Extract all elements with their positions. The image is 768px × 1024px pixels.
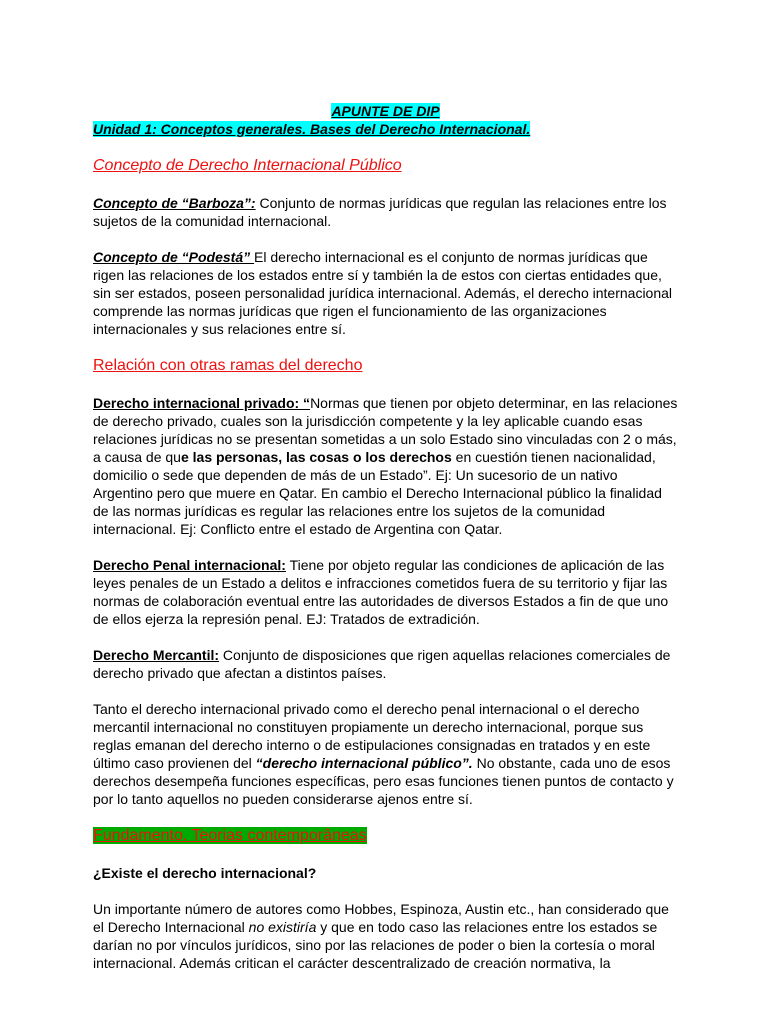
privado-text-2: en cuestión tienen nacionalidad, domicilio o sede que dependen de más de un Estado”. Ej: Un sucesorio de un nativo Argentino pero que muere en Qatar. En cambio el Derecho Internacional público la finalidad de las normas jurídicas es regular las relaciones entre los sujetos de la comunidad internacional. Ej: Conflicto entre el estado de Argentina con Qatar. <box>93 449 662 537</box>
barboza-text: Conjunto de normas jurídicas que regulan las relaciones entre los sujetos de la comunidad internacional. <box>93 195 667 229</box>
paragraph-penal <box>93 556 678 628</box>
podesta-text: El derecho internacional es el conjunto de normas jurídicas que rigen las relaciones de los estados entre sí y también la de estos con ciertas entidades que, sin ser estados, poseen personalidad jurídica internacional. Además, el derecho internacional comprende las normas jurídicas que rigen el funcionamiento de las organizaciones internacionales y sus relaciones entre sí. <box>93 249 673 337</box>
mercantil-text: Conjunto de disposiciones que rigen aquellas relaciones comerciales de derecho privado que afectan a distintos países. <box>93 647 671 681</box>
unit-heading <box>93 120 678 138</box>
section-heading-fundamento <box>93 826 678 846</box>
section-heading-relacion: Relación con otras ramas del derecho <box>93 357 363 374</box>
tanto-text-2: No obstante, cada uno de esos derechos desempeña funciones específicas, pero esas funciones tienen puntos de contacto y por lo tanto aquellos no pueden considerarse ajenos entre sí. <box>93 755 674 807</box>
penal-text: Tiene por objeto regular las condiciones de aplicación de las leyes penales de un Estado a delitos e infracciones cometidos fuera de su territorio y fijar las normas de colaboración eventual entre las autoridades de diversos Estados a fin de que uno de ellos ejerza la represión penal. EJ: Tratados de extradición. <box>93 557 669 627</box>
paragraph-autores <box>93 900 678 972</box>
penal-label: Derecho Penal internacional: <box>93 557 286 573</box>
privado-text-1: Normas que tienen por objeto determinar, en las relaciones de derecho privado, cuales son la jurisdicción competente y la ley aplicable cuando esas relaciones jurídicas no se presentan sometidas a un solo Estado sino vinculadas con 2 o más, a causa de qu <box>93 395 678 465</box>
document-body <box>93 102 678 972</box>
paragraph-podesta <box>93 248 678 338</box>
paragraph-tanto <box>93 700 678 808</box>
podesta-label: Concepto de “Podestá” <box>93 249 255 265</box>
document-title <box>93 102 678 120</box>
document-title-text: APUNTE DE DIP <box>331 103 440 119</box>
section-heading-concepto: Concepto de Derecho Internacional Público <box>93 157 402 174</box>
autores-text-1: Un importante número de autores como Hobbes, Espinoza, Austin etc., han considerado que el Derecho Internacional <box>93 901 669 935</box>
barboza-label: Concepto de “Barboza”: <box>93 195 256 211</box>
mercantil-label: Derecho Mercantil: <box>93 647 220 663</box>
paragraph-mercantil <box>93 646 678 682</box>
privado-label: Derecho internacional privado: “ <box>93 395 311 411</box>
fundamento-heading-text: Fundamento. Teorias contemporâneas <box>93 827 367 844</box>
autores-italic: no existiría <box>248 919 317 935</box>
autores-text-2: y que en todo caso las relaciones entre los estados se darían no por vínculos jurídicos, sino por las relaciones de poder o bien la cortesía o moral internacional. Además critican el carácter descentralizado de creación normativa, la <box>93 919 658 971</box>
privado-bold: e las personas, las cosas o los derechos <box>180 449 452 465</box>
paragraph-privado <box>93 394 678 538</box>
subheading-existe: ¿Existe el derecho internacional? <box>93 865 317 881</box>
tanto-text-1: Tanto el derecho internacional privado como el derecho penal internacional o el derecho mercantil internacional no constituyen propiamente un derecho internacional, porque sus reglas emanan del derecho interno o de estipulaciones consignadas en tratados y en este último caso provienen del <box>93 701 651 771</box>
unit-heading-text: Unidad 1: Conceptos generales. Bases del Derecho Internacional. <box>93 121 531 137</box>
tanto-bold: “derecho internacional público”. <box>255 755 473 771</box>
paragraph-barboza <box>93 194 678 230</box>
